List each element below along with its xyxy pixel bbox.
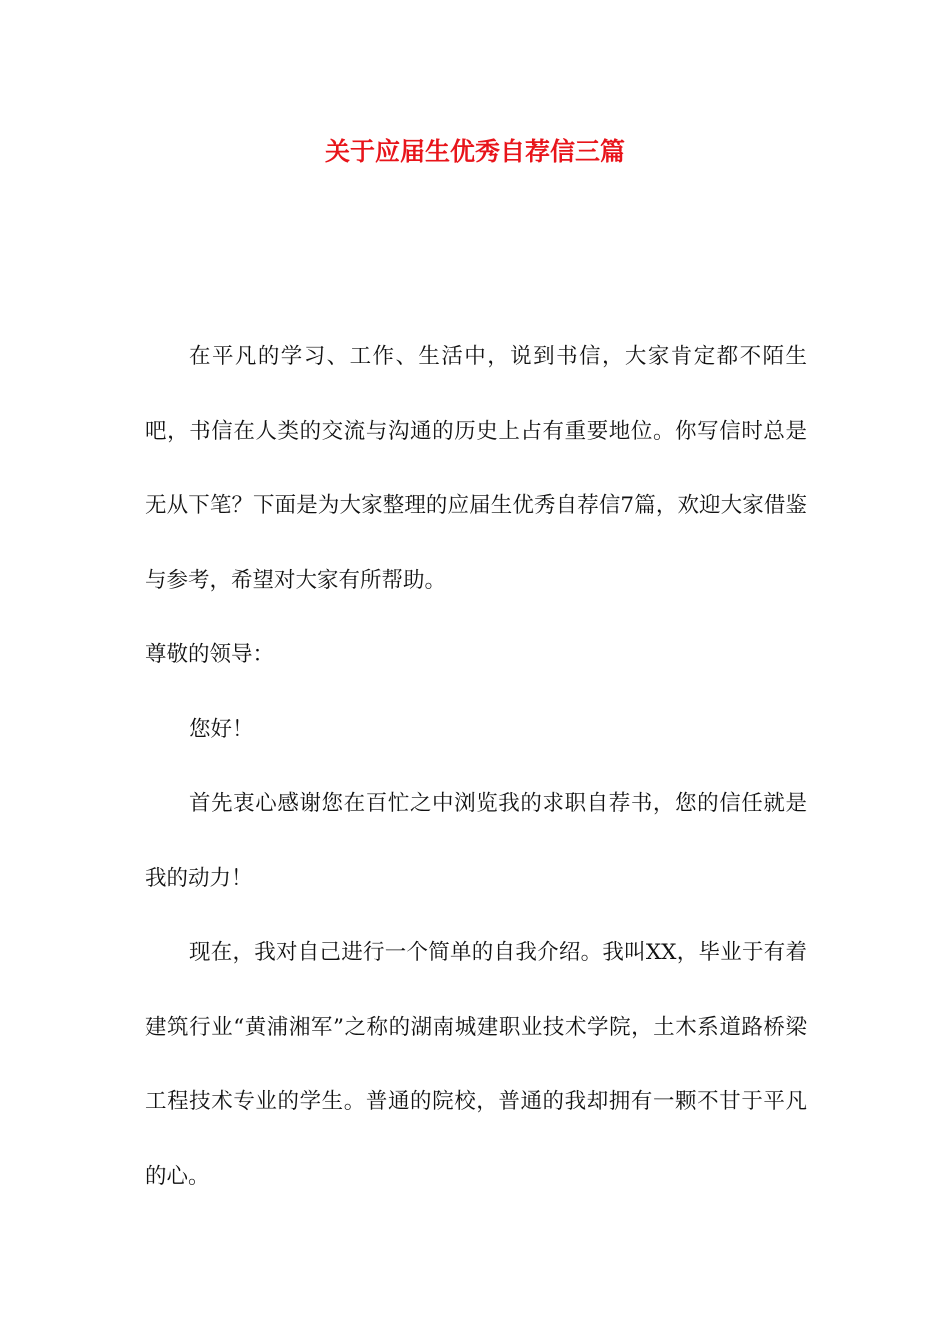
salutation: 尊敬的领导：: [145, 642, 275, 667]
thanks-paragraph: 首先衷心感谢您在百忙之中浏览我的求职自荐书，您的信任就是我的动力！: [145, 791, 807, 891]
greeting: 您好！: [189, 716, 254, 742]
intro-paragraph: 在平凡的学习、工作、生活中，说到书信，大家肯定都不陌生吧，书信在人类的交流与沟通的历史上占有重要地位。你写信时总是无从下笔？下面是为大家整理的应届生优秀自荐信7篇，欢迎大家借鉴与参考，希望对大家有所帮助。: [145, 344, 807, 593]
document-body: [145, 320, 807, 1214]
document-title: 关于应届生优秀自荐信三篇: [324, 137, 625, 166]
self-intro-paragraph: 现在，我对自己进行一个简单的自我介绍。我叫XX，毕业于有着建筑行业“黄浦湘军”之称的湖南城建职业技术学院，土木系道路桥梁工程技术专业的学生。普通的院校，普通的我却拥有一颗不甘于平凡的心。: [145, 940, 807, 1189]
